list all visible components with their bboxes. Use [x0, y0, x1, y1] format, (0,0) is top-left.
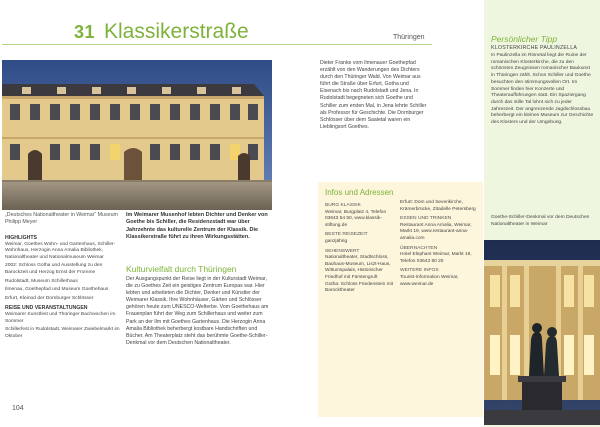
info-text: Ilmenau, Goethepfad und Museum Goethehaus [5, 287, 109, 293]
body-text-continued: Dieter Franke vom Ilmenauer Goethepfad erzählt von den Wanderungen des Dichters durch den Thüringer Wald. Von Weimar aus führt die Straße über Erfurt, Gotha und Eisenach bis nach Rudolstadt und Jena. In Rudolstadt begegneten sich Goethe und Schiller zum ersten Mal, in Jena lehrte Schiller als Professor für Geschichte. Die Dornburger Schlösser über dem Saaletal waren ein Lieblingsort Goethes. [320, 60, 427, 130]
intro-text: Im Weimarer Musenhof lebten Dichter und Denker von Goethe bis Schiller, die Residenzstadt war über Jahrzehnte das kulturelle Zentrum der Klassik. Die Klassikerstraße führt zu ihren Wirkungsstätten. [126, 212, 268, 241]
info-text: Erfurt, Kleinod der Dornburger Schlösser [5, 295, 94, 301]
sidebar-caption: Goethe-Schiller-Denkmal vor dem Deutschen Nationaltheater in Weimar [491, 215, 590, 227]
info-box-text: Gotha: Schloss Friedenstein mit Barocktheater [325, 281, 393, 294]
info-box-heading: BESTE REISEZEIT [325, 232, 368, 238]
info-box-heading: ESSEN UND TRINKEN [400, 216, 452, 222]
info-box-column-b [400, 200, 480, 288]
info-box-text: ganzjährig [325, 238, 348, 244]
info-box-heading: BURG KLASSIK [325, 203, 361, 208]
page-number: 104 [12, 405, 24, 412]
header-rule [2, 44, 432, 45]
info-box-text: Nationaltheater, Stadtschloss, Bauhaus-Museum, Liszt-Haus, Wittumspalais, Historischer Friedhof mit Fürstengruft [325, 255, 391, 280]
info-box-heading: SEHENSWERT [325, 248, 360, 254]
info-text: Rudolstadt, Museum Schillerhaus [5, 278, 78, 284]
region-label: Thüringen [393, 34, 425, 41]
photo-caption: „Deutsches Nationaltheater in Weimar“ Museum Philipp Meyer [5, 212, 118, 225]
info-box-text: Erfurt: Dom und Severikirche, Krämerbrücke, Zitadelle Petersberg [400, 200, 476, 212]
info-text: 2002: Schloss Gotha und Ausstellung zu den Barockzeit und Herzog Ernst der Fromme [5, 263, 103, 275]
info-box-title: Infos und Adressen [325, 188, 394, 197]
info-box-column-a [325, 200, 397, 295]
sidebar-subtitle: KLOSTERKIRCHE PAULINZELLA [491, 45, 578, 51]
sidebar-title: Persönlicher Tipp [491, 34, 558, 44]
photo-goethe-schiller-monument [484, 240, 600, 425]
body-text: Der Ausgangspunkt der Reise liegt in der Kulturstadt Weimar, die zu Goethes Zeit ein geistiges Zentrum Europas war. Hier lebten und arbeiteten die Dichter, Denker und Künstler der Weimarer Klassik. Ihre Wohnhäuser, Gärten und Schlösser gehören heute zum UNESCO-Welterbe. Vom Goethehaus am Frauenplan führt der Weg zum Schillerhaus und weiter zum Park an der Ilm mit Goethes Gartenhaus. Die Herzogin Anna Amalia Bibliothek beherbergt kostbare Handschriften und Bücher. Am Theaterplatz steht das berühmte Goethe-Schiller-Denkmal vor dem Deutschen Nationaltheater. [126, 276, 269, 346]
info-box-text: Restaurant Anna Amalia, Weimar, Markt 19, www.restaurant-anna-amalia.com [400, 222, 472, 241]
chapter-number: 31 [74, 22, 96, 42]
info-heading: REISE UND VERANSTALTUNGEN [5, 305, 88, 312]
info-heading: HIGHLIGHTS [5, 235, 37, 241]
info-box-text: Hotel Elephant Weimar, Markt 19, Telefon 03643 80 20 [400, 252, 472, 264]
info-box-text: Weimar, Burgplatz 4, Telefon 03643 54 50, www.klassik-stiftung.de [325, 209, 387, 228]
info-box-text: Tourist-Information Weimar, www.weimar.de [400, 274, 459, 287]
info-column [5, 232, 123, 342]
chapter-title: Klassikerstraße [104, 20, 249, 43]
section-heading: Kulturvielfalt durch Thüringen [126, 264, 237, 274]
sidebar-body: In Paulinzella im Rinnetal liegt die Ruine der romanischen Klosterkirche, die zu den schönsten Zeugnissen romanischer Baukunst in Thüringen zählt. Schon Schiller und Goethe besuchten den stimmungsvollen Ort. Im Sommer finden hier Konzerte und Theateraufführungen statt. Ein Spaziergang durch das stille Tal lohnt sich zu jeder Jahreszeit. Der angrenzende Jagdschlossbau beherbergt ein kleines Museum zur Geschichte des Klosters und der Umgebung. [491, 53, 594, 126]
info-text: Weimar, Goethes Wohn- und Gartenhaus, Schiller-Wohnhaus, Herzogin Anna Amalia Bibliothek, Nationaltheater und Nationalmuseum Weimar [5, 241, 116, 260]
photo-goethe-house [2, 60, 272, 210]
info-text: Schillerfest in Rudolstadt, Weimarer Zwiebelmarkt im Oktober [5, 327, 120, 339]
info-box-heading: ÜBERNACHTEN [400, 245, 438, 251]
info-text: Weimarer Kunstfest und Thüringer Bachwochen im Sommer [5, 311, 116, 324]
info-box-heading: WEITERE INFOS [400, 268, 439, 274]
